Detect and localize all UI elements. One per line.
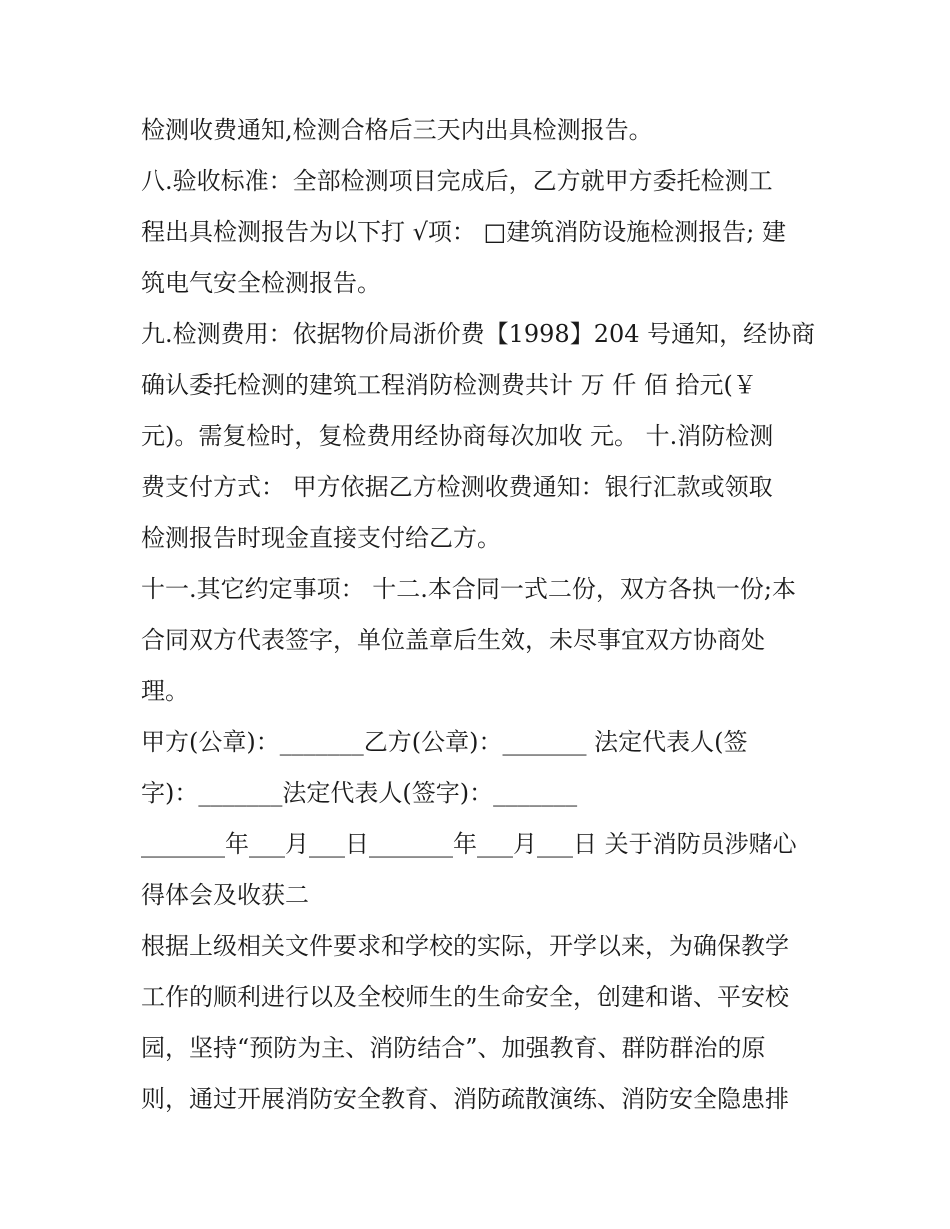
text-line: 八.验收标准：全部检测项目完成后，乙方就甲方委托检测工 [141, 167, 773, 195]
text-line: 得体会及收获二 [141, 881, 309, 909]
text-line: 程出具检测报告为以下打 √项： □建筑消防设施检测报告; 建 [141, 218, 786, 246]
text-line: 甲方(公章)：_______乙方(公章)：_______ 法定代表人(签 [141, 728, 748, 756]
text-line: 检测收费通知,检测合格后三天内出具检测报告。 [141, 116, 653, 144]
text-line: 根据上级相关文件要求和学校的实际，开学以来，为确保教学 [141, 932, 789, 960]
text-line: 确认委托检测的建筑工程消防检测费共计 万 仟 佰 拾元(￥ [141, 371, 757, 399]
text-line: 筑电气安全检测报告。 [141, 269, 381, 297]
text-line: 检测报告时现金直接支付给乙方。 [141, 524, 501, 552]
text-line: _______年___月___日_______年___月___日 关于消防员涉赌心 [141, 830, 797, 858]
text-line: 工作的顺利进行以及全校师生的生命安全，创建和谐、平安校 [141, 983, 789, 1011]
text-line: 十一.其它约定事项： 十二.本合同一式二份，双方各执一份;本 [141, 575, 796, 603]
text-line: 园，坚持“预防为主、消防结合”、加强教育、群防群治的原 [141, 1034, 766, 1062]
text-line: 字)：_______法定代表人(签字)：_______ [141, 779, 578, 807]
text-line: 九.检测费用：依据物价局浙价费【1998】204 号通知，经协商 [141, 320, 816, 348]
text-line: 理。 [141, 677, 189, 705]
text-line: 元)。需复检时，复检费用经协商每次加收 元。 十.消防检测 [141, 422, 774, 450]
text-line: 则，通过开展消防安全教育、消防疏散演练、消防安全隐患排 [141, 1085, 789, 1113]
text-line: 费支付方式： 甲方依据乙方检测收费通知：银行汇款或领取 [141, 473, 773, 501]
document-body [141, 105, 821, 1125]
text-line: 合同双方代表签字，单位盖章后生效，未尽事宜双方协商处 [141, 626, 765, 654]
